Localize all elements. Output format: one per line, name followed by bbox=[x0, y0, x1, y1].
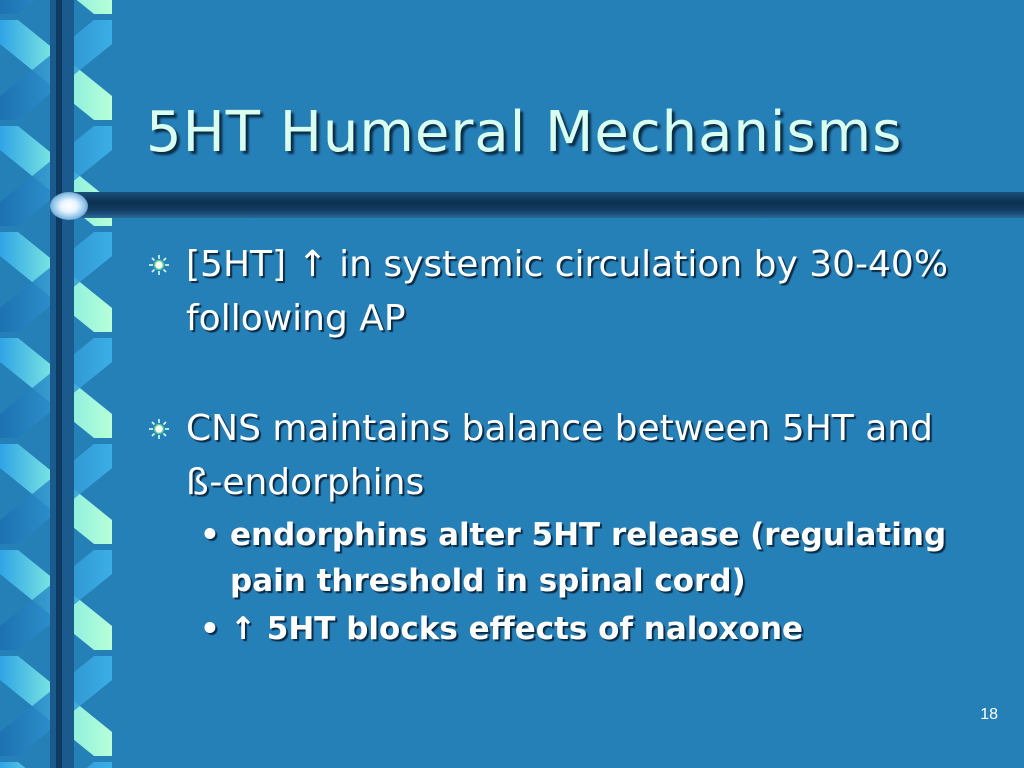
decorative-ribbon bbox=[0, 0, 112, 768]
sun-bullet-icon bbox=[148, 418, 170, 440]
sub-bullet-marker: • bbox=[200, 517, 220, 553]
bullet-item bbox=[144, 402, 964, 510]
sub-bullet-marker: • bbox=[200, 611, 220, 647]
page-number: 18 bbox=[980, 706, 998, 723]
slide-content bbox=[144, 238, 964, 652]
sub-bullet-text: ↑ 5HT blocks effects of naloxone bbox=[230, 611, 804, 647]
bullet-text: [5HT] ↑ in systemic circulation by 30-40% following AP bbox=[186, 244, 949, 339]
slide-title: 5HT Humeral Mechanisms bbox=[146, 100, 903, 165]
title-divider-bar bbox=[72, 192, 1024, 218]
sub-bullet-text: endorphins alter 5HT release (regulating pain threshold in spinal cord) bbox=[230, 517, 947, 599]
bullet-item bbox=[144, 238, 964, 346]
divider-glow-dot bbox=[50, 192, 88, 220]
bullet-text: CNS maintains balance between 5HT and ß-endorphins bbox=[186, 408, 933, 503]
sun-bullet-icon bbox=[148, 254, 170, 276]
sub-bullet-item bbox=[144, 606, 964, 652]
sub-bullet-item bbox=[144, 512, 964, 604]
